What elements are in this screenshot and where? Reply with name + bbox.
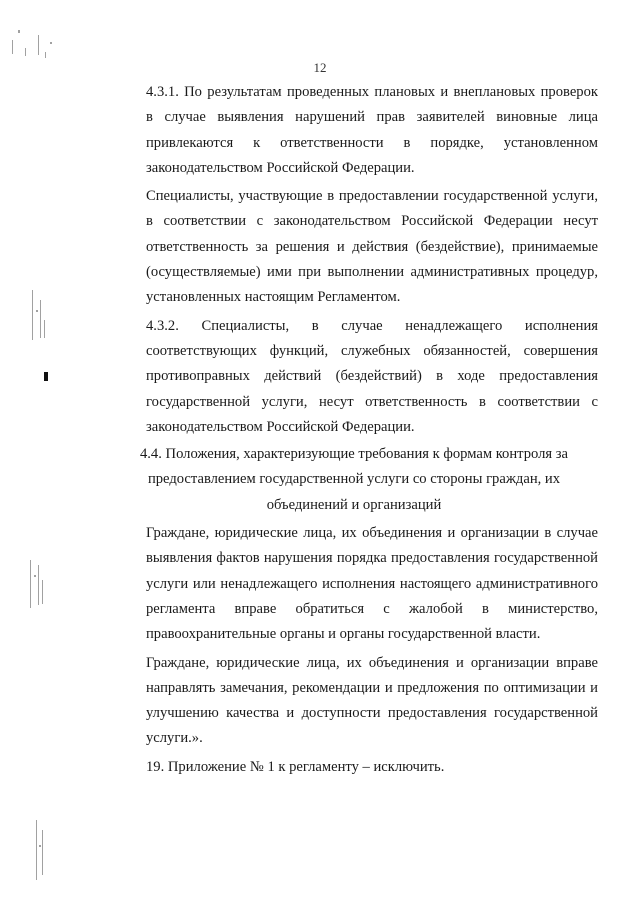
paragraph-citizens-complaints [110, 521, 598, 647]
text-line: законодательством Российской Федерации. [146, 159, 415, 176]
heading-line: объединений и организаций [266, 496, 442, 513]
text-line: 4.3.1. По результатам проведенных плановых и внеплановых проверок [146, 84, 598, 100]
scan-margin-artifacts [0, 0, 80, 905]
text-line: ответственность за решения и действия (бездействие), принимаемые [146, 238, 598, 255]
text-line: направлять замечания, рекомендации и предложения по оптимизации и [146, 679, 598, 696]
text-line: государственной услуги, несут ответственность в соответствии с [146, 393, 598, 410]
paragraph-19 [110, 755, 598, 780]
text-line: улучшению качества и доступности предоставления государственной [146, 705, 598, 722]
text-line: правоохранительные органы и органы государственной власти. [146, 626, 541, 643]
text-line: услуги или ненадлежащего исполнения настоящего административного [146, 575, 598, 592]
text-line: привлекаются к ответственности в порядке, установленном [146, 134, 598, 151]
page-number: 12 [313, 60, 327, 75]
text-line: (осуществляемые) ими при выполнении административных процедур, [146, 264, 598, 281]
text-line: в случае выявления нарушений прав заявителей виновные лица [146, 109, 598, 126]
paragraph-citizens-proposals [110, 651, 598, 752]
text-line: 4.3.2. Специалисты, в случае ненадлежащего исполнения [146, 317, 598, 334]
text-line: Граждане, юридические лица, их объединения и организации в случае [146, 525, 598, 542]
paragraph-4-3-2 [110, 314, 598, 440]
text-line: выявления фактов нарушения порядка предоставления государственной [146, 550, 598, 567]
text-line: Граждане, юридические лица, их объединения и организации вправе [146, 654, 598, 671]
text-line: законодательством Российской Федерации. [146, 418, 415, 435]
section-heading-4-4 [110, 442, 598, 518]
text-line: Специалисты, участвующие в предоставлении государственной услуги, [146, 188, 598, 205]
heading-line: 4.4. Положения, характеризующие требования к формам контроля за [139, 446, 568, 463]
paragraph-specialists [110, 184, 598, 310]
text-line: услуги.». [146, 730, 203, 747]
document-body [110, 80, 598, 780]
text-line: регламента вправе обратиться с жалобой в министерство, [146, 600, 598, 617]
text-line: противоправных действий (бездействий) в ходе предоставления [146, 368, 598, 385]
text-line: соответствующих функций, служебных обязанностей, совершения [146, 342, 598, 359]
text-line: 19. Приложение № 1 к регламенту – исключить. [146, 758, 445, 775]
text-line: установленных настоящим Регламентом. [146, 289, 401, 306]
paragraph-4-3-1 [110, 80, 598, 181]
heading-line: предоставлением государственной услуги со стороны граждан, их [147, 471, 561, 488]
text-line: в соответствии с законодательством Российской Федерации несут [146, 213, 598, 230]
